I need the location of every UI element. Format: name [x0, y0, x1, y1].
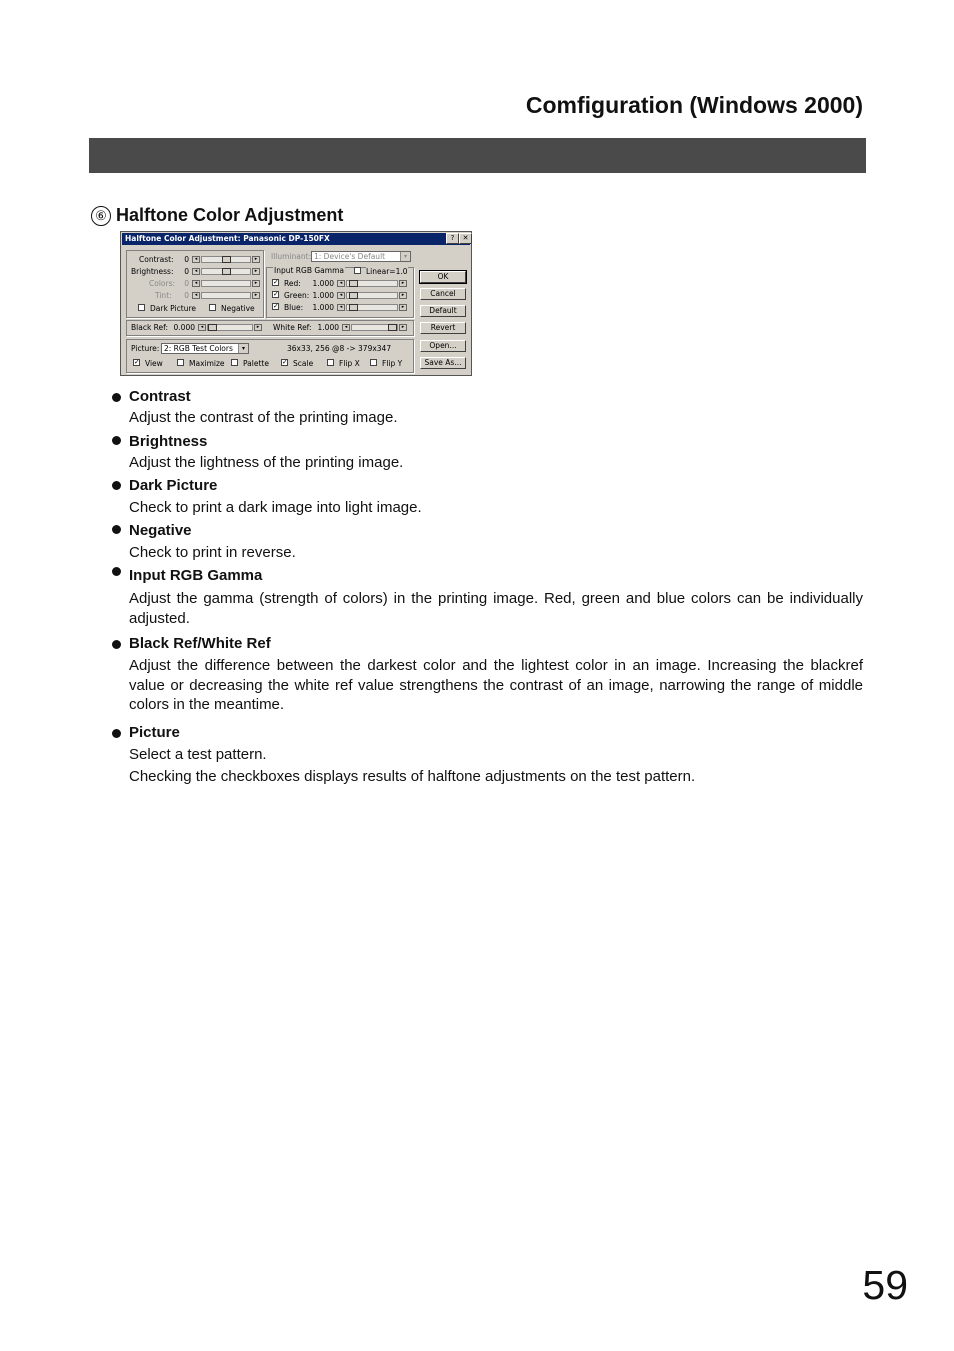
view-label: View [145, 359, 163, 368]
white-ref-left-arrow[interactable]: ◂ [342, 324, 350, 331]
green-thumb[interactable] [349, 292, 358, 299]
negative-checkbox[interactable] [209, 304, 216, 311]
cancel-button[interactable]: Cancel [420, 288, 466, 300]
item-description: Check to print a dark image into light image. [129, 499, 422, 516]
blue-thumb[interactable] [349, 304, 358, 311]
item-description: Select a test pattern. [129, 746, 267, 763]
tint-right-arrow[interactable]: ▸ [252, 292, 260, 299]
maximize-checkbox[interactable] [177, 359, 184, 366]
contrast-thumb[interactable] [222, 256, 231, 263]
view-checkbox[interactable]: ✓ [134, 358, 140, 366]
contrast-slider[interactable] [201, 256, 251, 263]
black-ref-thumb[interactable] [208, 324, 217, 331]
green-checkbox[interactable]: ✓ [273, 290, 279, 298]
item-title: Picture [129, 724, 180, 741]
item-title: Contrast [129, 388, 191, 405]
palette-checkbox[interactable] [231, 359, 238, 366]
dialog-title: Halftone Color Adjustment: Panasonic DP-150FX [122, 233, 470, 245]
item-description: Adjust the gamma (strength of colors) in the printing image. Red, green and blue colors can be individually adjusted. [129, 590, 863, 627]
black-ref-value: 0.000 [173, 323, 195, 332]
picture-label: Picture: [131, 344, 160, 353]
green-right-arrow[interactable]: ▸ [399, 292, 407, 299]
item-description: Adjust the difference between the darkest color and the lightest color in an image. Increasing the blackref value or decreasing the white ref value strengthens the contrast of an image, narrowing the range of middle colors in the meantime. [129, 657, 863, 713]
bullet-icon [112, 525, 121, 534]
brightness-left-arrow[interactable]: ◂ [192, 268, 200, 275]
halftone-dialog [120, 231, 472, 376]
blue-checkbox[interactable]: ✓ [273, 302, 279, 310]
brightness-value: 0 [184, 267, 189, 276]
revert-button[interactable]: Revert [420, 322, 466, 334]
illuminant-select[interactable] [311, 251, 411, 262]
black-ref-label: Black Ref: [131, 323, 169, 332]
green-label: Green: [284, 291, 310, 300]
green-slider[interactable] [346, 292, 398, 299]
item-title: Brightness [129, 433, 208, 450]
red-left-arrow[interactable]: ◂ [337, 280, 345, 287]
maximize-label: Maximize [189, 359, 225, 368]
bullet-icon [112, 393, 121, 402]
colors-label: Colors: [149, 279, 176, 288]
item-description: Check to print in reverse. [129, 544, 296, 561]
blue-slider[interactable] [346, 304, 398, 311]
green-value: 1.000 [312, 291, 334, 300]
input-gamma-label: Input RGB Gamma [274, 266, 344, 275]
bullet-icon [112, 436, 121, 445]
flipx-label: Flip X [339, 359, 360, 368]
picture-info: 36x33, 256 @8 -> 379x347 [287, 344, 392, 353]
red-thumb[interactable] [349, 280, 358, 287]
scale-label: Scale [293, 359, 314, 368]
item-title: Dark Picture [129, 477, 218, 494]
section-title: Halftone Color Adjustment [116, 205, 344, 225]
colors-right-arrow[interactable]: ▸ [252, 280, 260, 287]
page-title: Comfiguration (Windows 2000) [525, 92, 863, 118]
black-ref-slider[interactable] [207, 324, 253, 331]
white-ref-label: White Ref: [273, 323, 312, 332]
contrast-value: 0 [184, 255, 189, 264]
header-band [89, 138, 866, 173]
ok-button[interactable]: OK [420, 271, 466, 283]
white-ref-thumb[interactable] [388, 324, 397, 331]
linear-label: Linear=1.0 [366, 267, 408, 276]
flipx-checkbox[interactable] [327, 359, 334, 366]
illuminant-label: Illuminant: [271, 252, 312, 261]
item-description: Adjust the contrast of the printing image. [129, 409, 398, 426]
picture-dropdown-icon: ▾ [238, 344, 248, 353]
contrast-left-arrow[interactable]: ◂ [192, 256, 200, 263]
green-left-arrow[interactable]: ◂ [337, 292, 345, 299]
item-description: Adjust the lightness of the printing image. [129, 454, 404, 471]
page-number: 59 [862, 1262, 908, 1308]
red-label: Red: [284, 279, 301, 288]
dark-picture-checkbox[interactable] [138, 304, 145, 311]
red-checkbox[interactable]: ✓ [273, 278, 279, 286]
white-ref-slider[interactable] [351, 324, 398, 331]
bullet-icon [112, 729, 121, 738]
close-button[interactable]: ✕ [459, 233, 472, 244]
contrast-label: Contrast: [139, 255, 174, 264]
colors-value: 0 [184, 279, 189, 288]
palette-label: Palette [243, 359, 269, 368]
blue-right-arrow[interactable]: ▸ [399, 304, 407, 311]
linear-checkbox[interactable] [354, 267, 361, 274]
contrast-right-arrow[interactable]: ▸ [252, 256, 260, 263]
default-button[interactable]: Default [420, 305, 466, 317]
illuminant-value: 1: Device's Default [314, 252, 386, 261]
item-title: Black Ref/White Ref [129, 635, 271, 652]
blue-value: 1.000 [312, 303, 334, 312]
bullet-icon [112, 640, 121, 649]
brightness-thumb[interactable] [222, 268, 231, 275]
item-title: Input RGB Gamma [129, 567, 263, 584]
scale-checkbox[interactable]: ✓ [282, 358, 288, 366]
white-ref-value: 1.000 [317, 323, 339, 332]
item-description: Checking the checkboxes displays results of halftone adjustments on the test pattern. [129, 768, 696, 785]
negative-label: Negative [221, 304, 255, 313]
item-title: Negative [129, 522, 192, 539]
red-value: 1.000 [312, 279, 334, 288]
flipy-checkbox[interactable] [370, 359, 377, 366]
dark-picture-label: Dark Picture [150, 304, 196, 313]
bullet-icon [112, 567, 121, 576]
red-slider[interactable] [346, 280, 398, 287]
picture-value: 2: RGB Test Colors [164, 344, 233, 353]
brightness-right-arrow[interactable]: ▸ [252, 268, 260, 275]
help-button[interactable]: ? [446, 233, 459, 244]
brightness-slider[interactable] [201, 268, 251, 275]
illuminant-dropdown-icon: ▾ [400, 252, 410, 261]
colors-slider[interactable] [201, 280, 251, 287]
red-right-arrow[interactable]: ▸ [399, 280, 407, 287]
section-number: ⑥ [91, 206, 111, 226]
tint-slider[interactable] [201, 292, 251, 299]
bullet-icon [112, 481, 121, 490]
tint-value: 0 [184, 291, 189, 300]
blue-left-arrow[interactable]: ◂ [337, 304, 345, 311]
flipy-label: Flip Y [382, 359, 403, 368]
blue-label: Blue: [284, 303, 304, 312]
tint-left-arrow[interactable]: ◂ [192, 292, 200, 299]
brightness-label: Brightness: [131, 267, 174, 276]
black-ref-left-arrow[interactable]: ◂ [198, 324, 206, 331]
black-ref-right-arrow[interactable]: ▸ [254, 324, 262, 331]
open-button[interactable]: Open... [420, 340, 466, 352]
tint-label: Tint: [155, 291, 172, 300]
colors-left-arrow[interactable]: ◂ [192, 280, 200, 287]
picture-select[interactable] [161, 343, 249, 354]
section-heading [91, 205, 343, 226]
white-ref-right-arrow[interactable]: ▸ [399, 324, 407, 331]
save-as-button[interactable]: Save As... [420, 357, 466, 369]
